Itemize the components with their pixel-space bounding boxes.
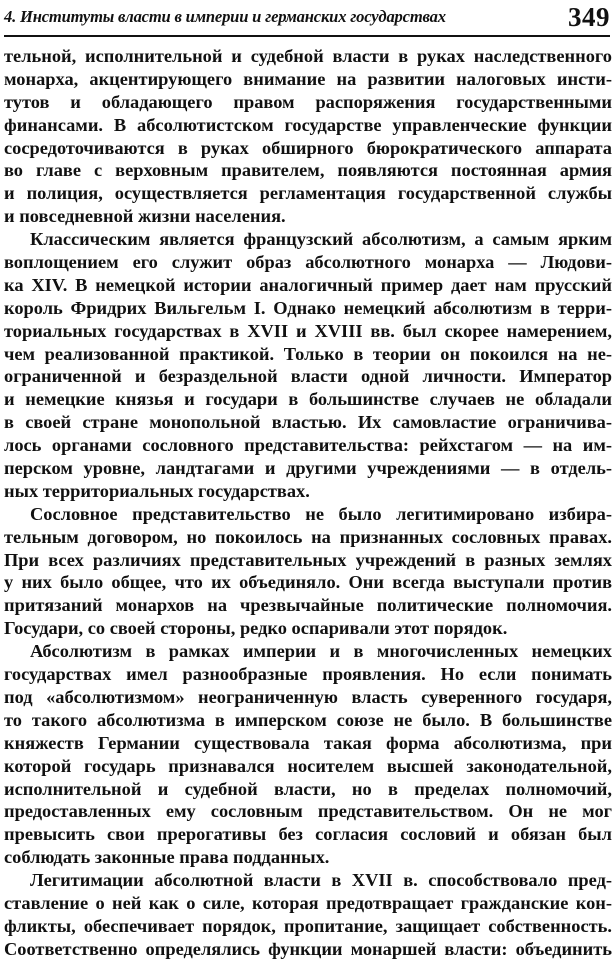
paragraph <box>4 228 612 503</box>
text-line: ных территориальных государствах. <box>4 480 310 501</box>
text-line: во главе с верховным правителем, появляются постоянная армия <box>4 160 612 181</box>
text-line: исполнительной и судебной власти, но в пределах полномочий, <box>4 778 612 799</box>
text-line: финансами. В абсолютистском государстве управленческие функции <box>4 114 612 135</box>
text-line: монарха, акцентирующего внимание на развитии налоговых инсти- <box>4 68 612 89</box>
text-line: лось органами сословного представительства: рейхстагом — на им- <box>4 435 612 456</box>
body-text <box>4 45 612 961</box>
text-line: чем реализованной практикой. Только в теории он покоился на не- <box>4 343 612 364</box>
paragraph <box>4 640 612 869</box>
text-line: тельной, исполнительной и судебной власти в руках наследственного <box>4 46 612 66</box>
page-number: 349 <box>568 2 610 32</box>
text-line: ториальных государствах в XVII и XVIII вв. был скорее намерением, <box>4 320 612 341</box>
text-line: государствах имел разнообразные проявления. Но если понимать <box>4 664 612 685</box>
text-line: тельным договором, но покоилось на признанных сословных правах. <box>4 526 612 547</box>
header-rule <box>4 35 610 37</box>
paragraph <box>4 503 612 640</box>
text-line: Легитимации абсолютной власти в XVII в. способствовало пред- <box>30 870 612 891</box>
page-header <box>4 2 612 38</box>
text-line: под «абсолютизмом» неограниченную власть суверенного государя, <box>4 686 612 707</box>
text-line: король Фридрих Вильгельм I. Однако немецкий абсолютизм в терри- <box>4 297 612 318</box>
text-line: и повседневной жизни населения. <box>4 206 286 227</box>
text-line: превысить свои прерогативы без согласия сословий и обязан был <box>4 824 612 845</box>
text-line: При всех различиях представительных учреждений в разных землях <box>4 549 612 570</box>
text-line: которой государь признавался носителем высшей законодательной, <box>4 755 612 776</box>
text-line: и полиция, осуществляется регламентация государственной службы <box>4 183 612 204</box>
text-line: в своей стране монопольной властью. Их самовластие ограничива- <box>4 412 612 433</box>
running-title: 4. Институты власти в империи и германских государствах <box>4 7 446 26</box>
text-line: тутов и обладающего правом распоряжения государственными <box>4 91 612 112</box>
text-line: то такого абсолютизма в имперском союзе не было. В большинстве <box>4 709 612 730</box>
text-line: у них было общее, что их объединяло. Они всегда выступали против <box>4 572 612 593</box>
text-line: Государи, со своей стороны, редко оспаривали этот порядок. <box>4 618 508 639</box>
paragraph <box>4 869 612 961</box>
text-line: Классическим является французский абсолютизм, а самым ярким <box>30 229 612 250</box>
text-line: сосредоточиваются в руках обширного бюрократического аппарата <box>4 137 612 158</box>
text-line: воплощением его служит образ абсолютного монарха — Людови- <box>4 252 612 273</box>
paragraph <box>4 45 612 228</box>
text-line: и немецкие князья и государи в большинстве случаев не обладали <box>4 389 612 410</box>
text-line: соблюдать законные права подданных. <box>4 847 330 868</box>
text-line: Соответственно определялись функции монаршей власти: объединить <box>4 938 612 959</box>
text-line: предоставленных ему сословным представительством. Он не мог <box>4 801 612 822</box>
text-line: княжеств Германии существовала такая форма абсолютизма, при <box>4 732 612 753</box>
text-line: ставление о ней как о силе, которая предотвращает гражданские кон- <box>4 892 612 913</box>
text-line: фликты, обеспечивает порядок, пропитание, защищает собственность. <box>4 915 612 936</box>
text-line: ограниченной и безраздельной власти одной личности. Император <box>4 366 612 387</box>
text-line: притязаний монархов на чрезвычайные политические полномочия. <box>4 595 612 616</box>
text-line: Абсолютизм в рамках империи и в многочисленных немецких <box>30 641 612 662</box>
text-line: перском уровне, ландтагами и другими учреждениями — в отдель- <box>4 458 612 479</box>
text-line: ка XIV. В немецкой истории аналогичный пример дает нам прусский <box>4 274 612 295</box>
text-line: Сословное представительство не было легитимировано избира- <box>30 503 612 524</box>
